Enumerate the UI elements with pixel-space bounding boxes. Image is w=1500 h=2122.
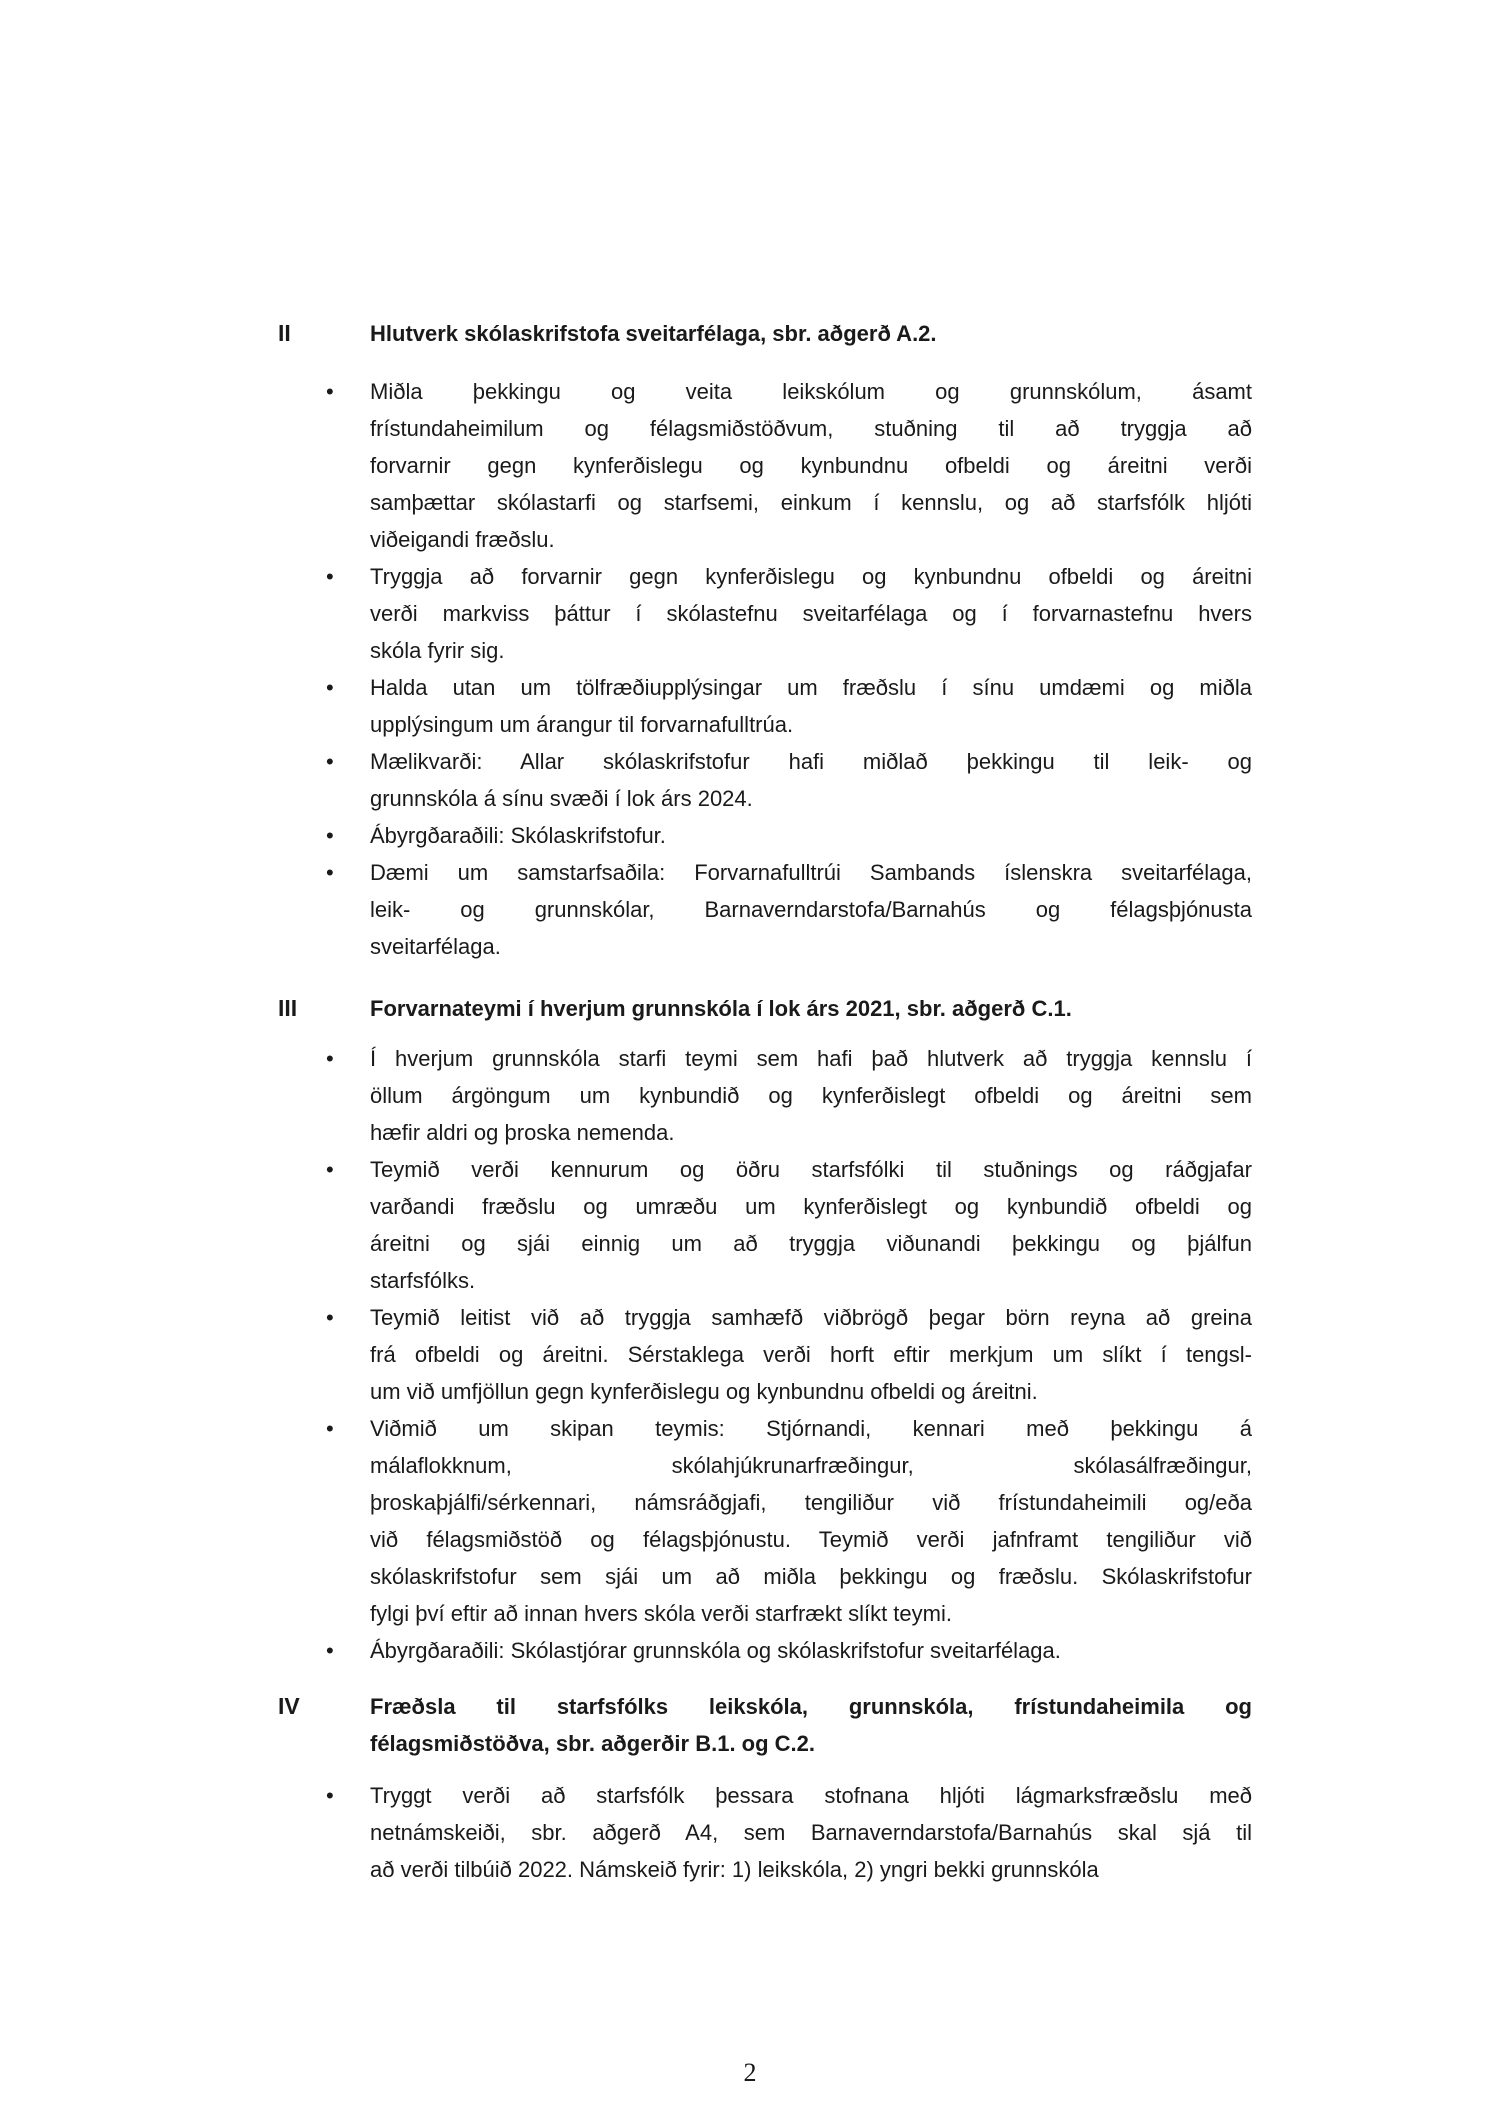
section-numeral: II: [278, 320, 291, 346]
bullet-icon: •: [326, 1305, 334, 1330]
text-line: samþættar skólastarfi og starfsemi, einkum í kennslu, og að starfsfólk hljóti: [370, 490, 1252, 515]
bullet-list: [326, 1040, 1252, 1669]
text-line: verði markviss þáttur í skólastefnu sveitarfélaga og í forvarnastefnu hvers: [370, 601, 1252, 626]
text-line: netnámskeiði, sbr. aðgerð A4, sem Barnaverndarstofa/Barnahús skal sjá til: [370, 1820, 1252, 1845]
text-line: grunnskóla á sínu svæði í lok árs 2024.: [370, 786, 753, 811]
bullet-icon: •: [326, 1046, 334, 1071]
text-line: Ábyrgðaraðili: Skólastjórar grunnskóla og skólaskrifstofur sveitarfélaga.: [370, 1638, 1061, 1663]
text-line: fylgi því eftir að innan hvers skóla verði starfrækt slíkt teymi.: [370, 1601, 952, 1626]
bullet-icon: •: [326, 564, 334, 589]
list-item: [326, 373, 1252, 558]
bullet-icon: •: [326, 1638, 334, 1663]
text-line: Teymið verði kennurum og öðru starfsfólki til stuðnings og ráðgjafar: [370, 1157, 1252, 1182]
text-line: áreitni og sjái einnig um að tryggja viðunandi þekkingu og þjálfun: [370, 1231, 1252, 1256]
text-line: Teymið leitist við að tryggja samhæfð viðbrögð þegar börn reyna að greina: [370, 1305, 1252, 1330]
bullet-list: [326, 373, 1252, 965]
section-heading: [370, 315, 1252, 352]
list-item: [326, 1299, 1252, 1410]
list-item: [326, 669, 1252, 743]
text-line: varðandi fræðslu og umræðu um kynferðislegt og kynbundið ofbeldi og: [370, 1194, 1252, 1219]
text-line: Í hverjum grunnskóla starfi teymi sem hafi það hlutverk að tryggja kennslu í: [370, 1046, 1252, 1071]
bullet-icon: •: [326, 749, 334, 774]
text-line: skóla fyrir sig.: [370, 638, 505, 663]
bullet-icon: •: [326, 1783, 334, 1808]
text-line: viðeigandi fræðslu.: [370, 527, 555, 552]
bullet-icon: •: [326, 675, 334, 700]
text-line: sveitarfélaga.: [370, 934, 501, 959]
text-line: Ábyrgðaraðili: Skólaskrifstofur.: [370, 823, 666, 848]
text-line: um við umfjöllun gegn kynferðislegu og kynbundnu ofbeldi og áreitni.: [370, 1379, 1038, 1404]
text-line: Fræðsla til starfsfólks leikskóla, grunnskóla, frístundaheimila og: [370, 1694, 1252, 1719]
text-line: starfsfólks.: [370, 1268, 476, 1293]
text-line: hæfir aldri og þroska nemenda.: [370, 1120, 675, 1145]
text-line: Mælikvarði: Allar skólaskrifstofur hafi miðlað þekkingu til leik- og: [370, 749, 1252, 774]
text-line: Dæmi um samstarfsaðila: Forvarnafulltrúi Sambands íslenskra sveitarfélaga,: [370, 860, 1252, 885]
list-item: [326, 817, 1252, 854]
bullet-icon: •: [326, 1416, 334, 1441]
list-item: [326, 558, 1252, 669]
list-item: [326, 743, 1252, 817]
text-line: Viðmið um skipan teymis: Stjórnandi, kennari með þekkingu á: [370, 1416, 1252, 1441]
text-line: Miðla þekkingu og veita leikskólum og grunnskólum, ásamt: [370, 379, 1252, 404]
text-line: öllum árgöngum um kynbundið og kynferðislegt ofbeldi og áreitni sem: [370, 1083, 1252, 1108]
text-line: frá ofbeldi og áreitni. Sérstaklega verði horft eftir merkjum um slíkt í tengsl-: [370, 1342, 1252, 1367]
section-numeral: III: [278, 995, 298, 1021]
section-numeral: IV: [278, 1693, 300, 1719]
text-line: Halda utan um tölfræðiupplýsingar um fræðslu í sínu umdæmi og miðla: [370, 675, 1252, 700]
bullet-icon: •: [326, 1157, 334, 1182]
text-line: Tryggt verði að starfsfólk þessara stofnana hljóti lágmarksfræðslu með: [370, 1783, 1252, 1808]
bullet-icon: •: [326, 379, 334, 404]
text-line: leik- og grunnskólar, Barnaverndarstofa/Barnahús og félagsþjónusta: [370, 897, 1252, 922]
text-line: forvarnir gegn kynferðislegu og kynbundnu ofbeldi og áreitni verði: [370, 453, 1252, 478]
bullet-list: [326, 1777, 1252, 1888]
text-line: félagsmiðstöðva, sbr. aðgerðir B.1. og C.2.: [370, 1731, 816, 1756]
list-item: [326, 1632, 1252, 1669]
text-line: upplýsingum um árangur til forvarnafulltrúa.: [370, 712, 794, 737]
list-item: [326, 1040, 1252, 1151]
text-line: Forvarnateymi í hverjum grunnskóla í lok árs 2021, sbr. aðgerð C.1.: [370, 996, 1072, 1021]
page-number: 2: [743, 2058, 757, 2087]
text-line: Tryggja að forvarnir gegn kynferðislegu og kynbundnu ofbeldi og áreitni: [370, 564, 1252, 589]
bullet-icon: •: [326, 823, 334, 848]
section-heading: [370, 990, 1252, 1027]
text-line: skólaskrifstofur sem sjái um að miðla þekkingu og fræðslu. Skólaskrifstofur: [370, 1564, 1252, 1589]
text-line: málaflokknum, skólahjúkrunarfræðingur, skólasálfræðingur,: [370, 1453, 1252, 1478]
text-line: við félagsmiðstöð og félagsþjónustu. Teymið verði jafnframt tengiliður við: [370, 1527, 1252, 1552]
list-item: [326, 1151, 1252, 1299]
list-item: [326, 1410, 1252, 1632]
list-item: [326, 1777, 1252, 1888]
bullet-icon: •: [326, 860, 334, 885]
list-item: [326, 854, 1252, 965]
text-line: að verði tilbúið 2022. Námskeið fyrir: 1) leikskóla, 2) yngri bekki grunnskóla: [370, 1857, 1099, 1882]
text-line: Hlutverk skólaskrifstofa sveitarfélaga, sbr. aðgerð A.2.: [370, 321, 937, 346]
text-line: þroskaþjálfi/sérkennari, námsráðgjafi, tengiliður við frístundaheimili og/eða: [370, 1490, 1252, 1515]
text-line: frístundaheimilum og félagsmiðstöðvum, stuðning til að tryggja að: [370, 416, 1252, 441]
section-heading: [370, 1688, 1252, 1762]
